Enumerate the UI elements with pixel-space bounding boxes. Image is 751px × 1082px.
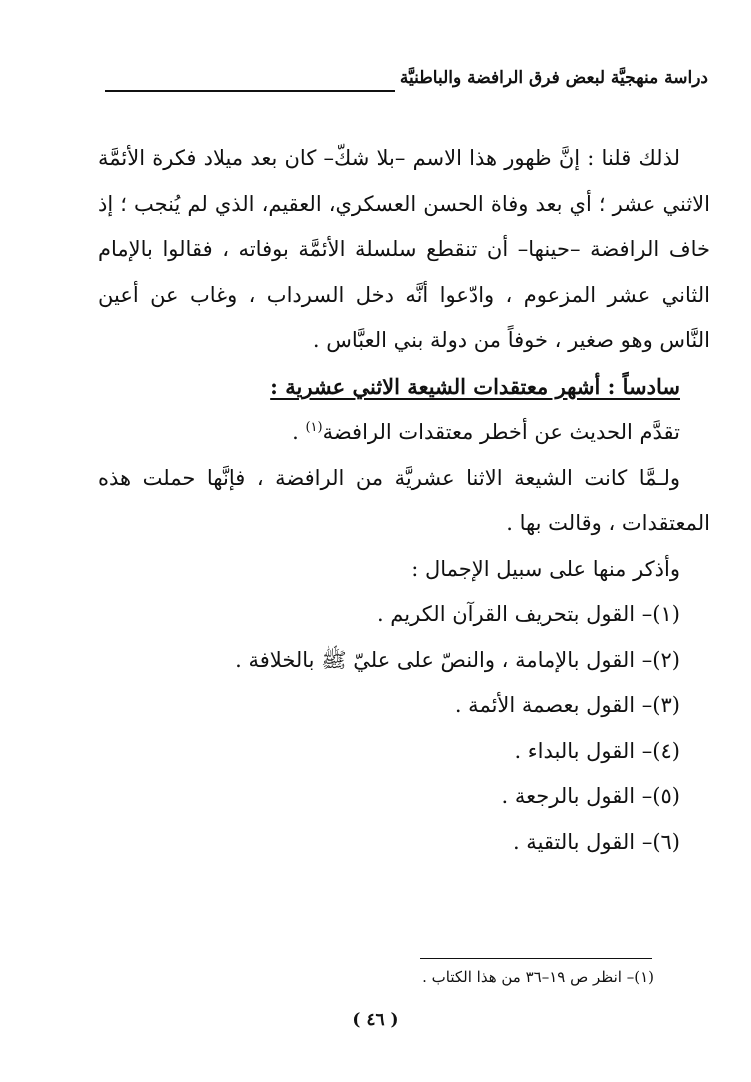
paragraph-3: ولـمَّا كانت الشيعة الاثنا عشريَّة من الرافضة ، فإنَّها حملت هذه المعتقدات ، وقالت بها . xyxy=(98,465,710,535)
footnote-separator xyxy=(420,958,652,959)
footnote-marker[interactable]: (١) xyxy=(305,420,323,435)
main-text xyxy=(98,136,710,865)
section-heading: سادساً : أشهر معتقدات الشيعة الاثني عشرية : xyxy=(270,373,680,399)
paragraph-2-text: تقدَّم الحديث عن أخطر معتقدات الرافضة xyxy=(322,420,680,444)
beliefs-list xyxy=(98,592,710,865)
list-item: (٦)– القول بالتقية . xyxy=(512,829,680,854)
footnote: (١)– انظر ص ١٩–٣٦ من هذا الكتاب . xyxy=(422,968,654,986)
paragraph-4: وأذكر منها على سبيل الإجمال : xyxy=(411,556,680,581)
header-rule xyxy=(105,90,395,92)
section-heading-paragraph xyxy=(98,364,710,411)
list-item: (٣)– القول بعصمة الأئمة . xyxy=(454,693,680,717)
paragraph-1: لذلك قلنا : إنَّ ظهور هذا الاسم –بلا شكّ– كان بعد ميلاد فكرة الأئمَّة الاثني عشر ؛ أي بعد وفاة الحسن العسكري، العقيم، الذي لم يُنجب ؛ إذ خاف الرافضة –حينها– أن تنقطع سلسلة الأئمَّة بوفاته ، فقالوا بالإمام الثاني عشر المزعوم ، وادّعوا أنَّه دخل السرداب ، وغاب عن أعين النَّاس وهو صغير ، خوفاً من دولة بني العبَّاس . xyxy=(98,146,710,352)
paragraph-2 xyxy=(98,410,710,456)
running-header xyxy=(105,62,708,102)
page-number: ( ٤٦ ) xyxy=(352,1010,399,1030)
list-item: (٤)– القول بالبداء . xyxy=(514,738,680,763)
header-title: دراسة منهجيَّة لبعض فرق الرافضة والباطنيَّة xyxy=(399,68,708,88)
list-item: (١)– القول بتحريف القرآن الكريم . xyxy=(376,602,680,626)
list-item: (٢)– القول بالإمامة ، والنصّ على عليّ ﷺ بالخلافة . xyxy=(235,647,680,672)
paragraph-2-end: . xyxy=(292,420,306,444)
list-item: (٥)– القول بالرجعة . xyxy=(501,784,680,808)
